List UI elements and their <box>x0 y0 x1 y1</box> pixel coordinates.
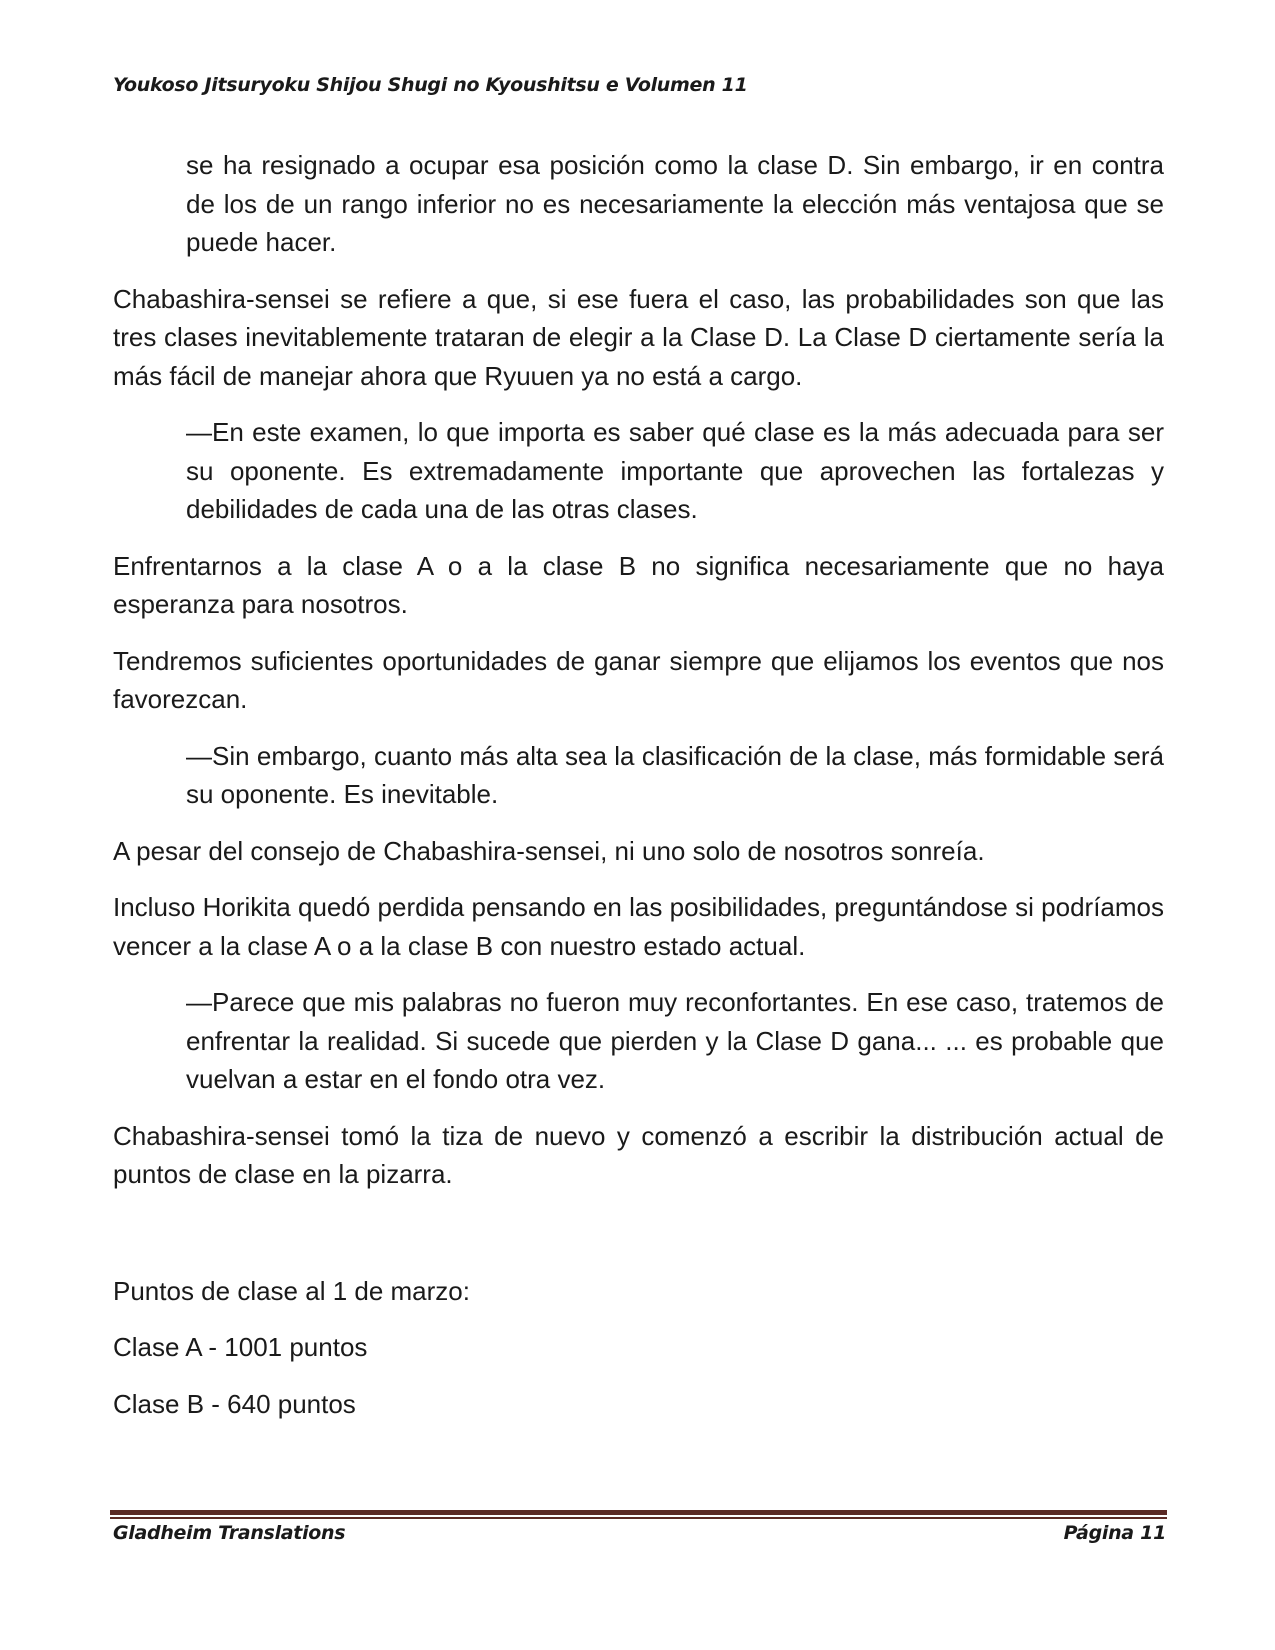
class-points-line: Clase B - 640 puntos <box>113 1388 356 1419</box>
paragraph: Incluso Horikita quedó perdida pensando en las posibilidades, preguntándose si podríamos vencer a la clase A o a la clase B con nuestro estado actual. <box>113 892 1164 961</box>
paragraph-dialogue: —Parece que mis palabras no fueron muy reconfortantes. En ese caso, tratemos de enfrentar la realidad. Si sucede que pierden y la Clase D gana... ... es probable que vuelvan a estar en el fondo otra vez. <box>186 987 1164 1094</box>
page-footer <box>113 1522 1166 1544</box>
paragraph: A pesar del consejo de Chabashira-sensei, ni uno solo de nosotros sonreía. <box>113 835 985 866</box>
footer-divider <box>110 1510 1167 1519</box>
footer-divider-thin <box>110 1517 1167 1519</box>
paragraph-dialogue: —En este examen, lo que importa es saber qué clase es la más adecuada para ser su oponente. Es extremadamente importante que aprovechen las fortalezas y debilidades de cada una de las otras clases. <box>186 417 1164 524</box>
footer-translator: Gladheim Translations <box>113 1522 346 1544</box>
paragraph: Chabashira-sensei tomó la tiza de nuevo y comenzó a escribir la distribución actual de puntos de clase en la pizarra. <box>113 1120 1164 1189</box>
paragraph-dialogue: —Sin embargo, cuanto más alta sea la clasificación de la clase, más formidable será su oponente. Es inevitable. <box>186 740 1164 809</box>
class-points-heading: Puntos de clase al 1 de marzo: <box>113 1275 470 1306</box>
page-body <box>113 146 1164 1441</box>
footer-page-number: Página 11 <box>1063 1522 1166 1544</box>
paragraph-dialogue: se ha resignado a ocupar esa posición como la clase D. Sin embargo, ir en contra de los de un rango inferior no es necesariamente la elección más ventajosa que se puede hacer. <box>186 150 1164 257</box>
paragraph: Tendremos suficientes oportunidades de ganar siempre que elijamos los eventos que nos favorezcan. <box>113 645 1164 714</box>
paragraph: Enfrentarnos a la clase A o a la clase B no significa necesariamente que no haya esperanza para nosotros. <box>113 550 1164 619</box>
paragraph: Chabashira-sensei se refiere a que, si ese fuera el caso, las probabilidades son que las tres clases inevitablemente trataran de elegir a la Clase D. La Clase D ciertamente sería la más fácil de manejar ahora que Ryuuen ya no está a cargo. <box>113 283 1164 391</box>
footer-divider-thick <box>110 1510 1167 1515</box>
page-header-title: Youkoso Jitsuryoku Shijou Shugi no Kyoushitsu e Volumen 11 <box>113 74 748 96</box>
class-points-line: Clase A - 1001 puntos <box>113 1332 368 1362</box>
